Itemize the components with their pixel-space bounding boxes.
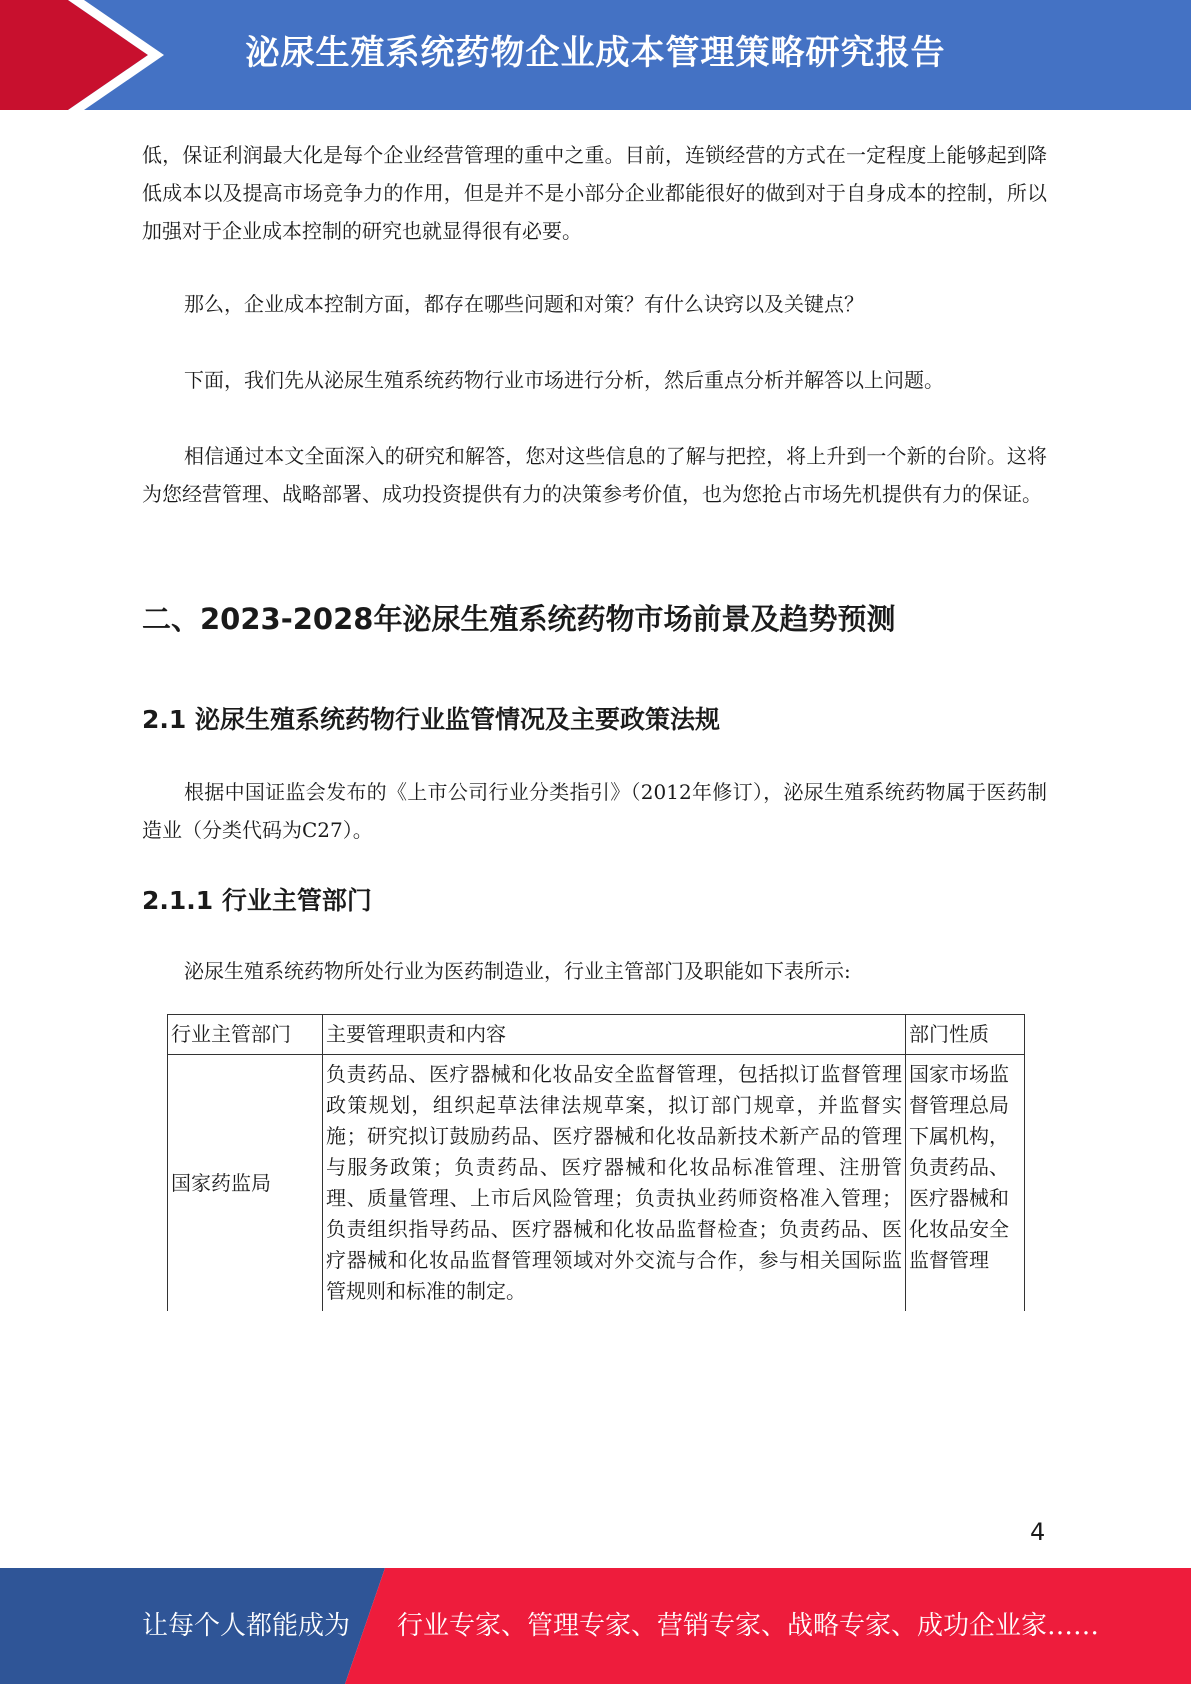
page-footer: [0, 1568, 1191, 1684]
footer-slogan-left: 让每个人都能成为: [142, 1611, 351, 1641]
intro-paragraph-2: 那么，企业成本控制方面，都存在哪些问题和对策？有什么诀窍以及关键点？: [184, 292, 864, 316]
department-table: [167, 1014, 1025, 1311]
footer-slogan-right: 行业专家、管理专家、营销专家、战略专家、成功企业家……: [397, 1611, 1100, 1641]
subsubsection-heading: 2.1.1 行业主管部门: [142, 886, 372, 915]
page-number: 4: [1030, 1518, 1046, 1546]
intro-paragraph-1: 低，保证利润最大化是每个企业经营管理的重中之重。目前，连锁经营的方式在一定程度上能够起到降低成本以及提高市场竞争力的作用，但是并不是小部分企业都能很好的做到对于自身成本的控制，所以加强对于企业成本控制的研究也就显得很有必要。: [142, 143, 1047, 243]
table-header-cell: 主要管理职责和内容: [323, 1015, 906, 1055]
report-title: 泌尿生殖系统药物企业成本管理策略研究报告: [245, 33, 946, 73]
intro-paragraph-4: 相信通过本文全面深入的研究和解答，您对这些信息的了解与把控，将上升到一个新的台阶。这将为您经营管理、战略部署、成功投资提供有力的决策参考价值，也为您抢占市场先机提供有力的保证。: [142, 444, 1047, 506]
subsection-heading: 2.1 泌尿生殖系统药物行业监管情况及主要政策法规: [142, 705, 720, 734]
table-intro-paragraph: 泌尿生殖系统药物所处行业为医药制造业，行业主管部门及职能如下表所示:: [184, 959, 851, 983]
table-header-cell: 部门性质: [906, 1015, 1025, 1055]
section-heading: 二、2023-2028年泌尿生殖系统药物市场前景及趋势预测: [142, 602, 896, 636]
classification-paragraph: 根据中国证监会发布的《上市公司行业分类指引》（2012年修订），泌尿生殖系统药物属于医药制造业（分类代码为C27）。: [142, 780, 1047, 842]
page-header: [0, 0, 1191, 110]
table-header-cell: 行业主管部门: [168, 1015, 323, 1055]
table-row: [168, 1055, 1025, 1312]
table-cell-nature: 国家市场监督管理总局下属机构，负责药品、医疗器械和化妆品安全监督管理: [906, 1055, 1025, 1312]
table-header-row: [168, 1015, 1025, 1055]
intro-paragraph-3: 下面，我们先从泌尿生殖系统药物行业市场进行分析，然后重点分析并解答以上问题。: [184, 368, 944, 392]
table-cell-duties: 负责药品、医疗器械和化妆品安全监督管理，包括拟订监督管理政策规划，组织起草法律法规草案，拟订部门规章，并监督实施；研究拟订鼓励药品、医疗器械和化妆品新技术新产品的管理与服务政策；负责药品、医疗器械和化妆品标准管理、注册管理、质量管理、上市后风险管理；负责执业药师资格准入管理；负责组织指导药品、医疗器械和化妆品监督检查；负责药品、医疗器械和化妆品监督管理领域对外交流与合作，参与相关国际监管规则和标准的制定。: [323, 1055, 906, 1312]
table-cell-department: 国家药监局: [168, 1055, 323, 1312]
